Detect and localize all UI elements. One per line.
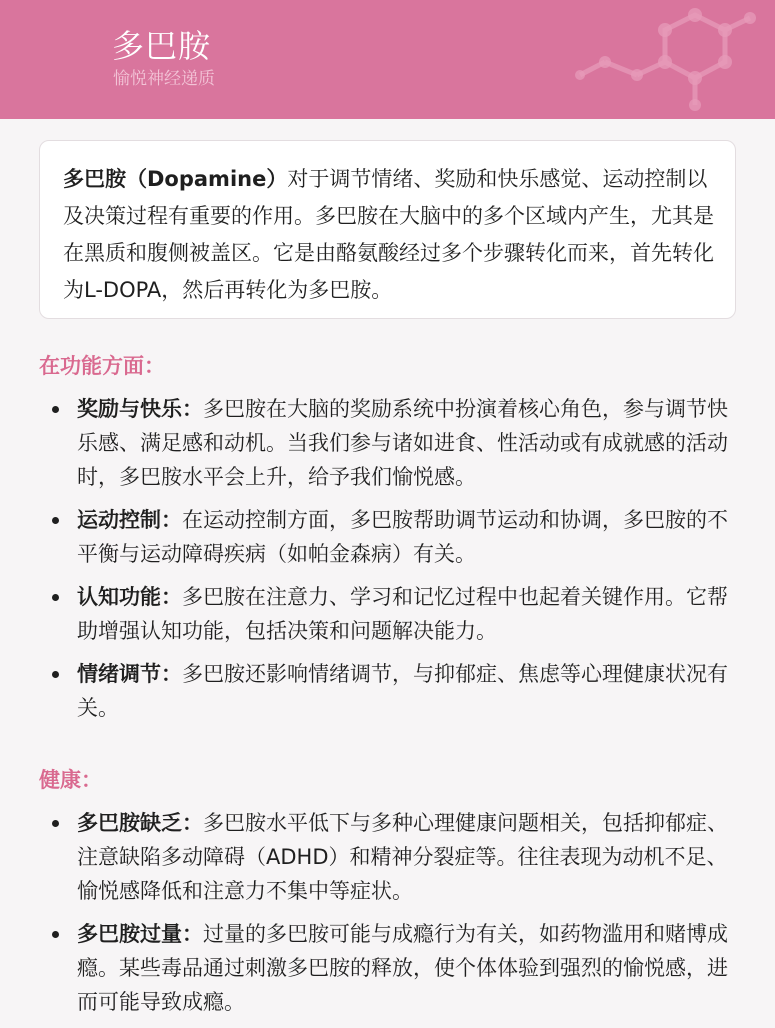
item-text: 多巴胺在注意力、学习和记忆过程中也起着关键作用。它帮助增强认知功能，包括决策和问题解决能力。 (77, 585, 728, 643)
section-title-health: 健康： (39, 768, 102, 792)
bullet-dot (52, 820, 59, 827)
list-item (0, 657, 775, 725)
health-list (0, 806, 775, 1028)
list-item (0, 503, 775, 571)
bullet-dot (52, 594, 59, 601)
molecule-icon (545, 0, 775, 119)
item-term: 多巴胺缺乏： (77, 811, 203, 835)
item-text: 多巴胺在大脑的奖励系统中扮演着核心角色，参与调节快乐感、满足感和动机。当我们参与诸如进食、性活动或有成就感的活动时，多巴胺水平会上升，给予我们愉悦感。 (77, 397, 728, 489)
intro-paragraph (63, 161, 715, 309)
page-subtitle: 愉悦神经递质 (113, 69, 215, 89)
list-item (0, 806, 775, 908)
bullet-dot (52, 931, 59, 938)
header-banner (0, 0, 775, 119)
bullet-dot (52, 671, 59, 678)
item-text: 过量的多巴胺可能与成瘾行为有关，如药物滥用和赌博成瘾。某些毒品通过刺激多巴胺的释放，使个体体验到强烈的愉悦感，进而可能导致成瘾。 (77, 922, 728, 1014)
intro-body: 对于调节情绪、奖励和快乐感觉、运动控制以及决策过程有重要的作用。多巴胺在大脑中的多个区域内产生，尤其是在黑质和腹侧被盖区。它是由酪氨酸经过多个步骤转化而来，首先转化为L-DOPA，然后再转化为多巴胺。 (63, 167, 714, 302)
item-term: 奖励与快乐： (77, 397, 203, 421)
item-text: 多巴胺水平低下与多种心理健康问题相关，包括抑郁症、注意缺陷多动障碍（ADHD）和精神分裂症等。往往表现为动机不足、愉悦感降低和注意力不集中等症状。 (77, 811, 728, 903)
list-item (0, 917, 775, 1019)
item-term: 多巴胺过量： (77, 922, 203, 946)
bullet-dot (52, 517, 59, 524)
bullet-dot (52, 406, 59, 413)
item-term: 认知功能： (77, 585, 182, 609)
list-item (0, 580, 775, 648)
item-term: 运动控制： (77, 508, 182, 532)
page-title: 多巴胺 (112, 27, 212, 65)
item-text: 在运动控制方面，多巴胺帮助调节运动和协调，多巴胺的不平衡与运动障碍疾病（如帕金森病）有关。 (77, 508, 728, 566)
item-term: 情绪调节： (77, 662, 182, 686)
item-text: 多巴胺还影响情绪调节，与抑郁症、焦虑等心理健康状况有关。 (77, 662, 728, 720)
intro-term: 多巴胺（Dopamine） (63, 167, 288, 191)
section-title-function: 在功能方面： (39, 354, 165, 378)
list-item (0, 392, 775, 494)
function-list (0, 392, 775, 734)
intro-card (39, 140, 736, 319)
